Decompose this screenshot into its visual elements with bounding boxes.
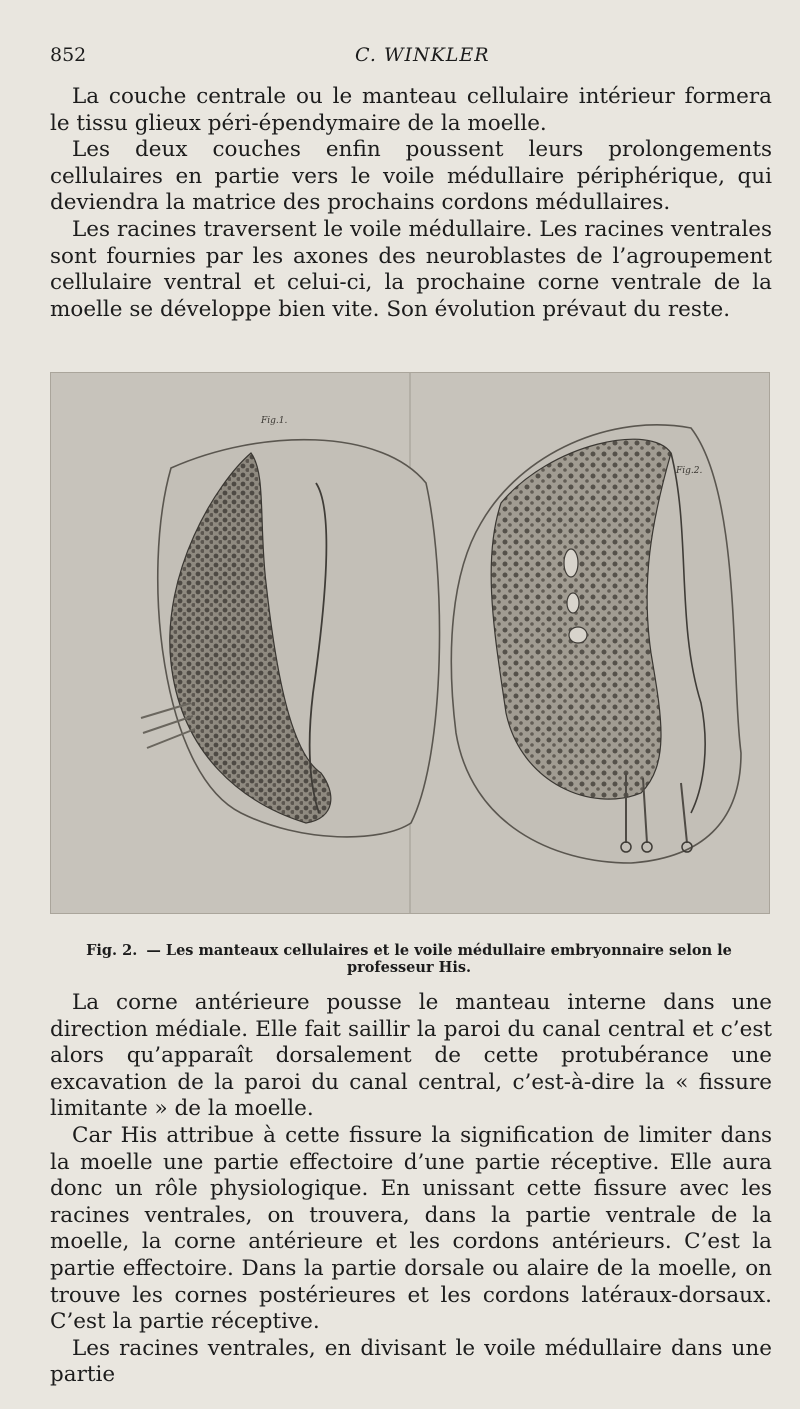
text-block-top	[50, 84, 772, 323]
figure-label: Fig. 2.	[86, 942, 138, 959]
figure-caption	[50, 942, 768, 976]
paragraph: Les deux couches enfin poussent leurs prolongements cellulaires en partie vers le voile médullaire périphérique, qui deviendra la matrice des prochains cordons médullaires.	[50, 137, 772, 216]
right-panel-label: Fig.2.	[676, 466, 703, 476]
paragraph: La couche centrale ou le manteau cellulaire intérieur formera le tissu glieux péri-épendymaire de la moelle.	[50, 84, 772, 136]
running-head: C. WINKLER	[355, 44, 490, 66]
page-number: 852	[50, 44, 87, 66]
left-panel-label: Fig.1.	[261, 416, 288, 426]
paragraph: Les racines ventrales, en divisant le voile médullaire dans une partie	[50, 1335, 772, 1388]
paragraph: Car His attribue à cette fissure la signification de limiter dans la moelle une partie effectoire d’une partie réceptive. Elle aura donc un rôle physiologique. En unissant cette fissure avec les racines ventrales, on trouvera, dans la partie ventrale de la moelle, la corne antérieure et les cordons antérieurs. C’est la partie effectoire. Dans la partie dorsale ou alaire de la moelle, on trouve les cornes postérieures et les cordons latéraux-dorsaux. C’est la partie réceptive.	[50, 1122, 772, 1335]
page-header	[50, 44, 770, 74]
paragraph: La corne antérieure pousse le manteau interne dans une direction médiale. Elle fait saillir la paroi du canal central et c’est alors qu’apparaît dorsalement de cette protubérance une excavation de la paroi du canal central, c’est-à-dire la « fissure limitante » de la moelle.	[50, 990, 772, 1122]
spinal-cord-drawing	[51, 373, 769, 913]
text-block-bottom	[50, 990, 772, 1389]
figure-caption-text: — Les manteaux cellulaires et le voile médullaire embryonnaire selon le professeur His.	[146, 942, 732, 976]
figure-illustration	[50, 372, 770, 914]
paragraph: Les racines traversent le voile médullaire. Les racines ventrales sont fournies par les axones des neuroblastes de l’agroupement cellulaire ventral et celui-ci, la prochaine corne ventrale de la moelle se développe bien vite. Son évolution prévaut du reste.	[50, 216, 772, 322]
